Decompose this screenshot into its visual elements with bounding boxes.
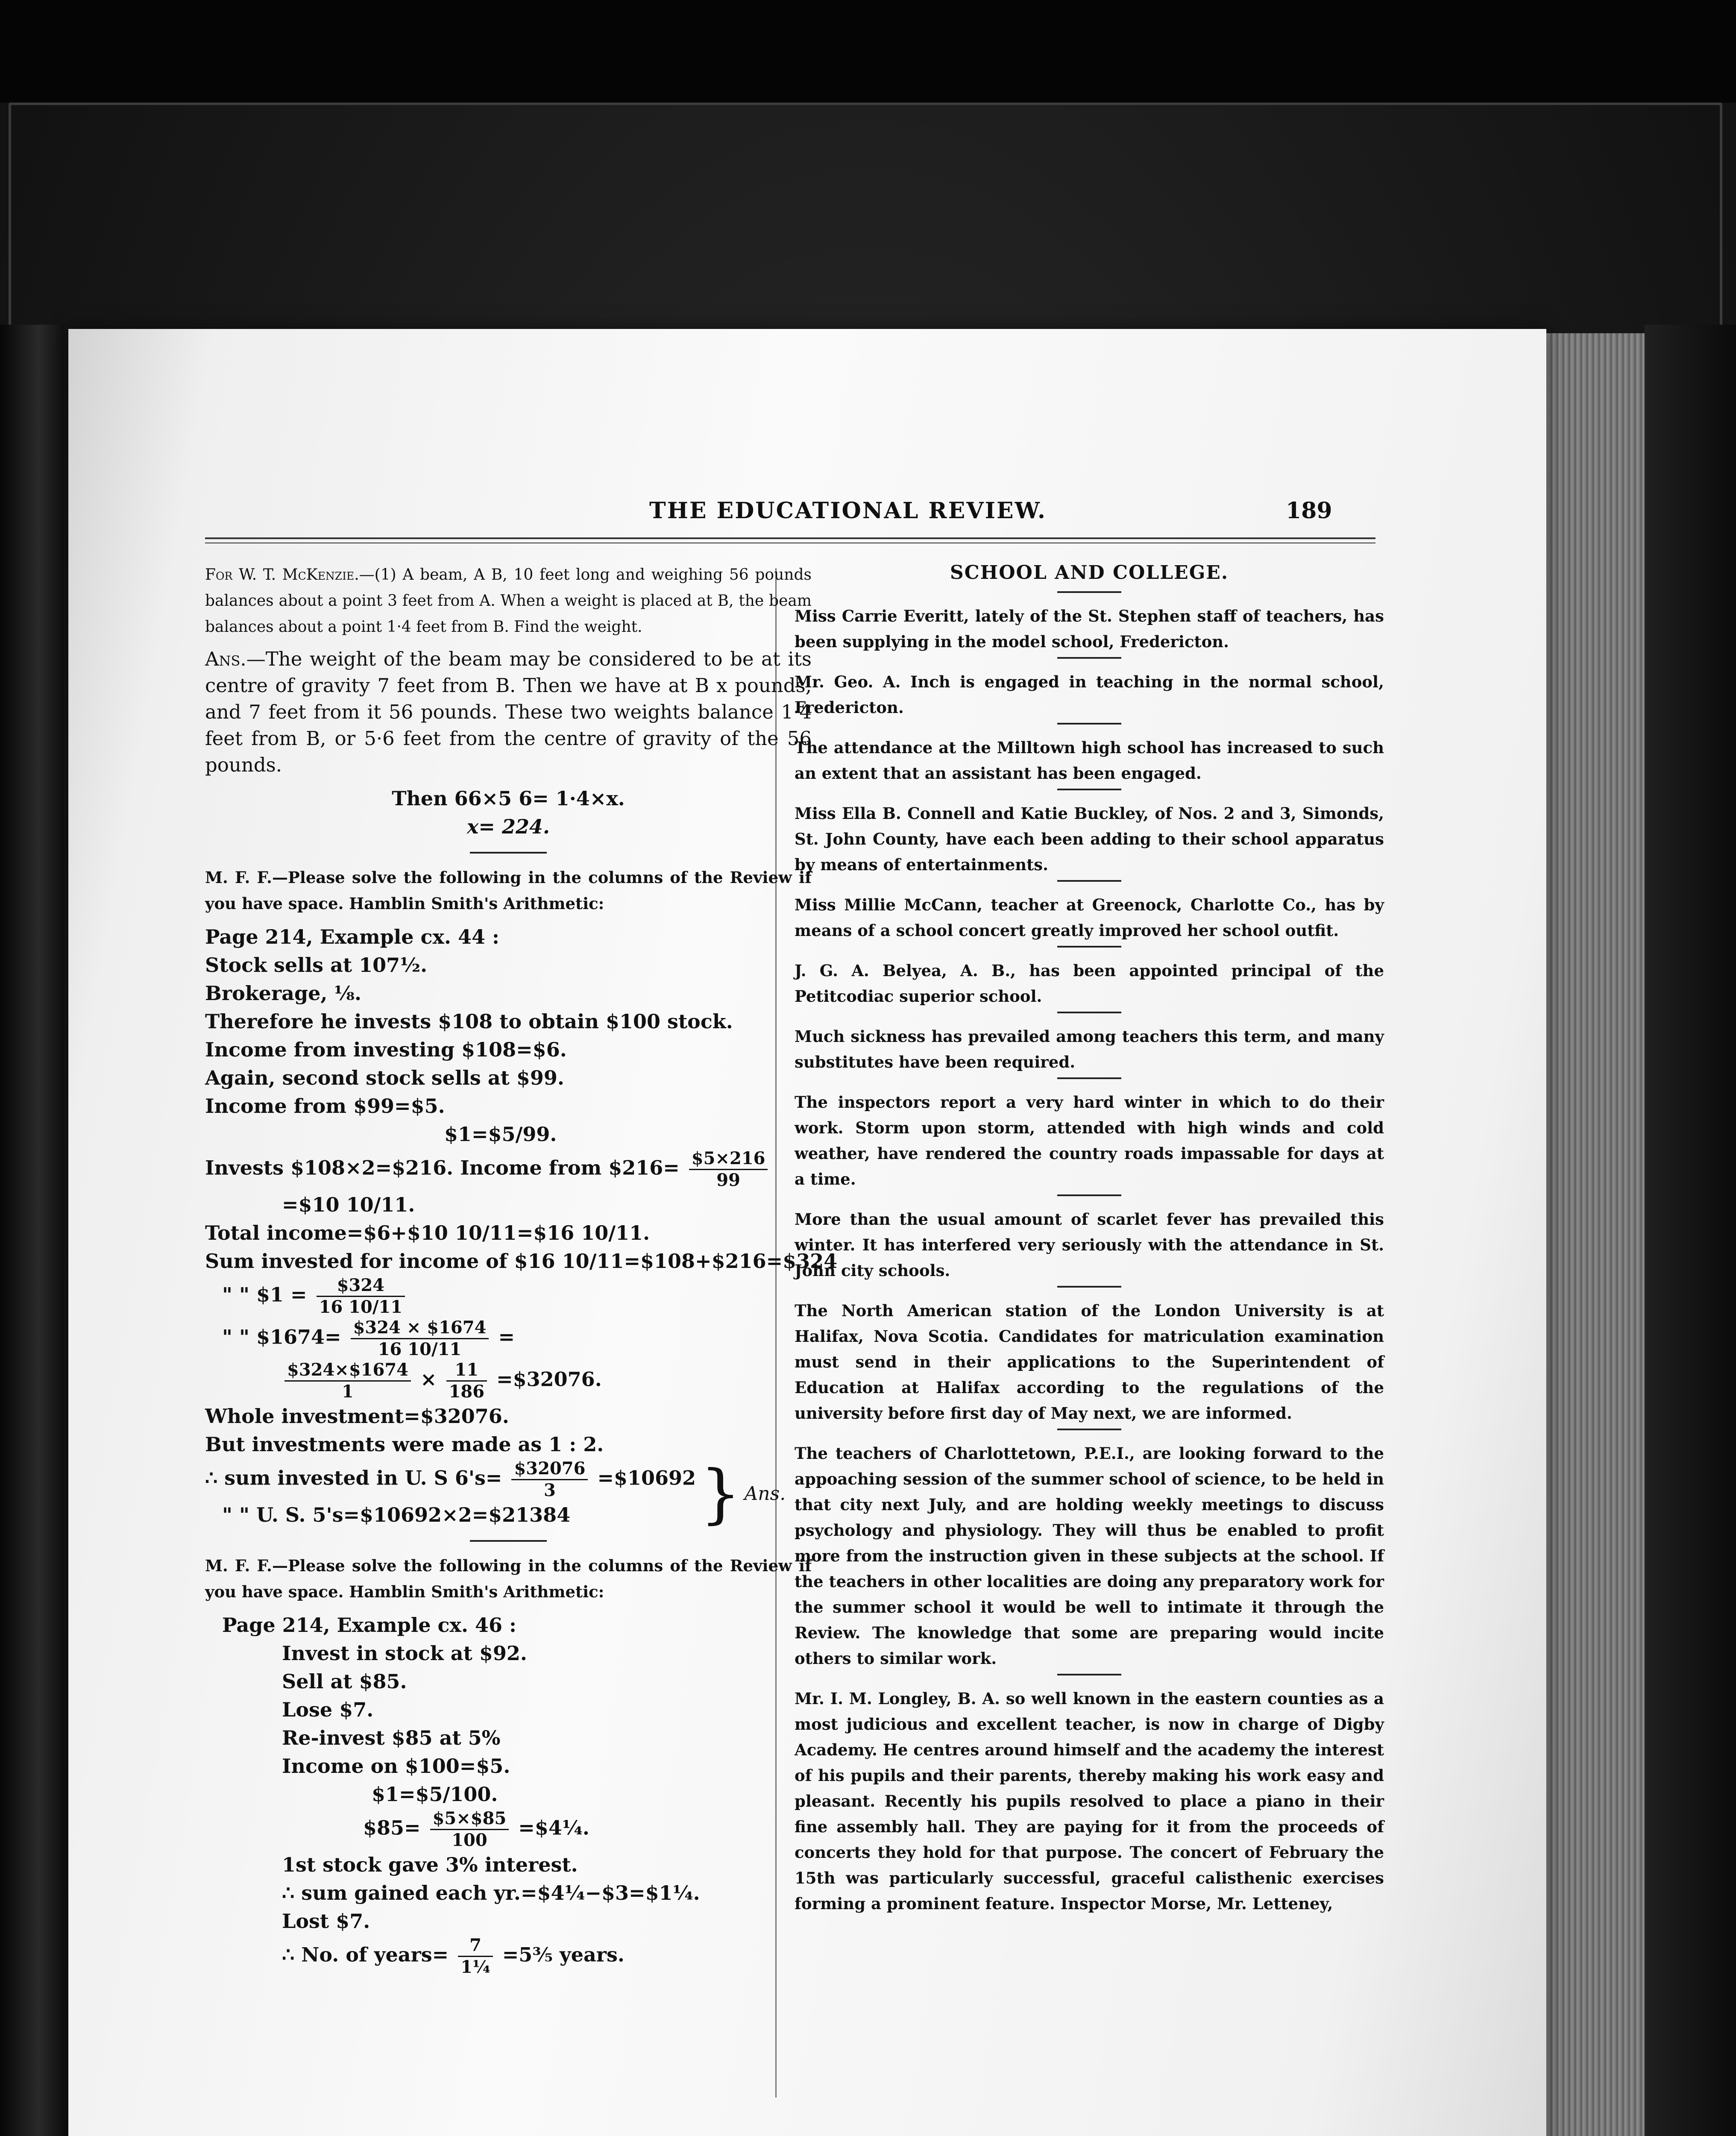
- fraction: [284, 1360, 411, 1402]
- news-item: Much sickness has prevailed among teachers this term, and many substitutes have been required.: [795, 1027, 1384, 1071]
- news-item: Miss Ella B. Connell and Katie Buckley, of Nos. 2 and 3, Simonds, St. John County, have each been adding to their school apparatus by means of entertainments.: [795, 804, 1384, 874]
- fraction-trail: =$10692: [597, 1466, 696, 1490]
- fraction-denominator: 3: [544, 1480, 556, 1500]
- solution-line: Stock sells at 107½.: [205, 954, 428, 977]
- news-item: Miss Carrie Everitt, lately of the St. Stephen staff of teachers, has been supplying in the model school, Fredericton.: [795, 607, 1384, 651]
- answer-mckenzie: [205, 646, 812, 778]
- fraction-trail: =$32076.: [496, 1367, 602, 1391]
- fraction-denominator: 16 10/11: [319, 1297, 403, 1317]
- page-number: 189: [1286, 498, 1332, 524]
- news-item: Mr. I. M. Longley, B. A. so well known in the eastern counties as a most judicious and excellent teacher, is now in charge of Digby Academy. He centres around himself and the academy the interest of his pupils and their parents, thereby making his work easy and pleasant. Recently his pupils resolved to place a piano in their fine assembly hall. They are paying for it from the proceeds of concerts they hold for that purpose. The concert of February the 15th was particularly successful, graceful calisthenic exercises forming a prominent feature. Inspector Morse, Mr. Letteney,: [795, 1689, 1384, 1913]
- fraction-trail: =5⅗ years.: [502, 1943, 625, 1966]
- fraction-numerator: $324×$1674: [284, 1360, 411, 1382]
- right-column: [795, 562, 1384, 1916]
- fraction-numerator: $324: [317, 1275, 405, 1297]
- solution-line: Page 214, Example cx. 44 :: [205, 925, 500, 948]
- question-lead: For W. T. McKenzie.: [205, 566, 359, 584]
- solution-line: Re-invest $85 at 5%: [282, 1726, 501, 1749]
- separator: [1057, 880, 1121, 882]
- fraction: [458, 1935, 493, 1978]
- solution-line: Sum invested for income of $16 10/11=$108+$216=$324: [205, 1250, 838, 1273]
- fraction-numerator: $324 × $1674: [351, 1317, 489, 1339]
- answer-text: —The weight of the beam may be considered to be at its centre of gravity 7 feet from B. Then we have at B x pounds, and 7 feet from it 56 pounds. These two weights balance 1·4 feet from B, or 5·6 feet from the centre of gravity of the 56 pounds.: [205, 648, 812, 776]
- fraction-denominator: 186: [449, 1382, 485, 1402]
- fraction-denominator: 100: [452, 1830, 487, 1850]
- fraction-denominator: 1¼: [460, 1957, 490, 1977]
- solution-line: Income from investing $108=$6.: [205, 1038, 567, 1061]
- fraction-trail: =: [498, 1325, 515, 1349]
- fraction-trail: =$4¼.: [518, 1816, 589, 1840]
- section-heading: SCHOOL AND COLLEGE.: [950, 562, 1229, 584]
- news-item: The attendance at the Milltown high school has increased to such an extent that an assistant has been engaged.: [795, 738, 1384, 783]
- solution-line: =$10 10/11.: [282, 1193, 415, 1216]
- question-mff-46: M. F. F.—Please solve the following in the columns of the Review if you have space. Hamblin Smith's Arithmetic:: [205, 1556, 812, 1601]
- fraction-lead: $85=: [363, 1816, 421, 1840]
- equation-2: x= 224.: [466, 815, 550, 838]
- news-item: The inspectors report a very hard winter in which to do their work. Storm upon storm, attended with high winds and cold weather, have rendered the country roads impassable for days at a time.: [795, 1093, 1384, 1188]
- news-item: J. G. A. Belyea, A. B., has been appointed principal of the Petitcodiac superior school.: [795, 961, 1384, 1006]
- separator: [1057, 723, 1121, 725]
- fraction: [351, 1317, 489, 1360]
- solution-line: Income on $100=$5.: [282, 1755, 510, 1778]
- separator: [1057, 789, 1121, 790]
- separator: [1057, 946, 1121, 948]
- fraction: [446, 1360, 487, 1402]
- answer-lead: Ans.: [205, 648, 246, 670]
- fraction: [689, 1148, 768, 1191]
- news-item: The teachers of Charlottetown, P.E.I., are looking forward to the appoaching session of the summer school of science, to be held in that city next July, and are holding weekly meetings to discuss psychology and physiology. They will thus be enabled to profit more from the instruction given in these subjects at the school. If the teachers in other localities are doing any preparatory work for the summer school it would be well to intimate it through the Review. The knowledge that some are preparing would incite others to similar work.: [795, 1444, 1384, 1668]
- solution-line-fraction: [205, 1808, 812, 1851]
- separator: [1057, 591, 1121, 593]
- journal-title: THE EDUCATIONAL REVIEW.: [649, 498, 1047, 524]
- fraction-denominator: 1: [342, 1382, 354, 1402]
- page-edges-shadow: [1645, 325, 1736, 2136]
- solution-line: " " U. S. 5's=$10692×2=$21384: [222, 1503, 571, 1526]
- header-rule: [205, 537, 1375, 539]
- news-item: The North American station of the London University is at Halifax, Nova Scotia. Candidates for matriculation examination must send in their applications to the Superintendent of Education at Halifax according to the regulations of the university before first day of May next, we are informed.: [795, 1301, 1384, 1423]
- fraction-numerator: $5×216: [689, 1148, 768, 1170]
- solution-line-fraction: [205, 1458, 696, 1501]
- solution-line: 1st stock gave 3% interest.: [282, 1853, 578, 1876]
- question-text: —(1) A beam, A B, 10 feet long and weighing 56 pounds balances about a point 3 feet from A. When a weight is placed at B, the beam balances about a point 1·4 feet from B. Find the weight.: [205, 566, 812, 636]
- fraction: [511, 1458, 588, 1501]
- fraction: [430, 1808, 509, 1851]
- book-spine: [0, 325, 64, 2136]
- solution-line: Again, second stock sells at $99.: [205, 1066, 564, 1089]
- fraction-lead: ∴ No. of years=: [282, 1943, 449, 1966]
- solution-line: Sell at $85.: [282, 1670, 407, 1693]
- solution-line: $1=$5/100.: [372, 1783, 498, 1806]
- left-column: [205, 562, 838, 1978]
- fraction-lead: " " $1674=: [222, 1325, 341, 1349]
- solution-line: Total income=$6+$10 10/11=$16 10/11.: [205, 1221, 650, 1244]
- news-item: More than the usual amount of scarlet fever has prevailed this winter. It has interfered very seriously with the attendance in St. John city schools.: [795, 1210, 1384, 1280]
- solution-line-fraction: [205, 1360, 812, 1402]
- solution-line: Lost $7.: [282, 1910, 370, 1933]
- solution-line-fraction: [205, 1148, 812, 1191]
- solution-line: Lose $7.: [282, 1698, 374, 1721]
- film-top-band: [0, 0, 1736, 103]
- solution-line: Therefore he invests $108 to obtain $100 stock.: [205, 1010, 733, 1033]
- solution-line: Invest in stock at $92.: [282, 1642, 527, 1665]
- news-item: Miss Millie McCann, teacher at Greenock, Charlotte Co., has by means of a school concert greatly improved her school outfit.: [795, 895, 1384, 940]
- brace-icon: }: [700, 1456, 741, 1531]
- running-header: [581, 498, 1435, 532]
- question-mckenzie: [205, 562, 812, 640]
- solution-line: But investments were made as 1 : 2.: [205, 1433, 604, 1456]
- news-item: Mr. Geo. A. Inch is engaged in teaching in the normal school, Fredericton.: [795, 672, 1384, 717]
- separator: [1057, 657, 1121, 659]
- fraction-numerator: $32076: [511, 1458, 588, 1480]
- solution-line: ∴ sum gained each yr.=$4¼−$3=$1¼.: [282, 1881, 700, 1904]
- fraction-numerator: 11: [446, 1360, 487, 1382]
- equation-1: Then 66×5 6= 1·4×x.: [392, 787, 625, 810]
- fraction-lead: Invests $108×2=$216. Income from $216=: [205, 1156, 680, 1179]
- fraction-numerator: $5×$85: [430, 1808, 509, 1830]
- solution-line: $1=$5/99.: [444, 1123, 557, 1146]
- question-mff-44: M. F. F.—Please solve the following in the columns of the Review if you have space. Hamblin Smith's Arithmetic:: [205, 868, 812, 913]
- page-edges: [1529, 333, 1645, 2136]
- separator: [1057, 1194, 1121, 1196]
- fraction: [317, 1275, 405, 1317]
- solution-line-fraction: [205, 1317, 812, 1360]
- document-page: [68, 329, 1546, 2136]
- separator: [1057, 1077, 1121, 1079]
- answer-label: Ans.: [744, 1483, 786, 1505]
- separator: [1057, 1674, 1121, 1675]
- fraction-lead: ∴ sum invested in U. S 6's=: [205, 1466, 502, 1490]
- answer-group: [205, 1458, 812, 1529]
- separator: [470, 1540, 547, 1542]
- solution-line: Whole investment=$32076.: [205, 1405, 509, 1428]
- separator: [1057, 1012, 1121, 1013]
- solution-line: Income from $99=$5.: [205, 1094, 445, 1118]
- solution-line-fraction: [205, 1935, 812, 1978]
- times-sign: ×: [420, 1367, 437, 1391]
- solution-line: Page 214, Example cx. 46 :: [222, 1614, 517, 1637]
- separator: [470, 852, 547, 854]
- separator: [1057, 1286, 1121, 1288]
- solution-line-fraction: [205, 1275, 812, 1317]
- separator: [1057, 1429, 1121, 1430]
- fraction-lead: " " $1 =: [222, 1283, 307, 1306]
- fraction-numerator: 7: [458, 1935, 493, 1957]
- solution-line: Brokerage, ⅛.: [205, 982, 362, 1005]
- fraction-denominator: 16 10/11: [378, 1339, 462, 1359]
- fraction-denominator: 99: [716, 1170, 740, 1190]
